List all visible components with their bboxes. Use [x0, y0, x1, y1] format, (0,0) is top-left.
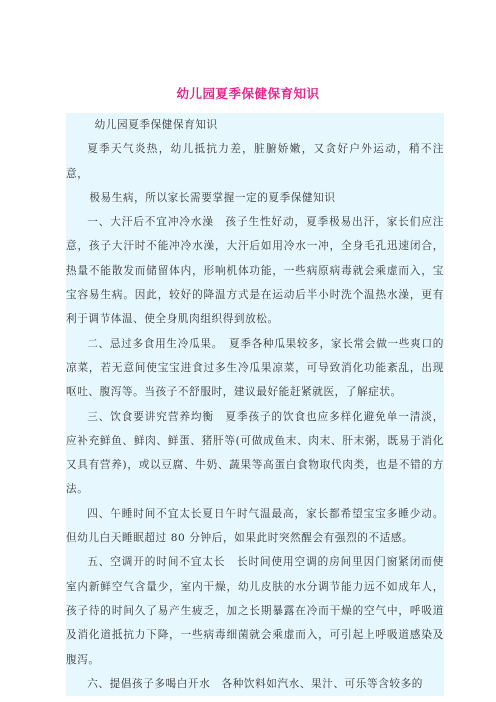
document-body — [66, 113, 444, 696]
paragraph-item-5: 五、空调开的时间不宜太长 长时间使用空调的房间里因门窗紧闭而使室内新鲜空气含量少，室内干燥，幼儿皮肤的水分调节能力远不如成年人，孩子待的时间久了易产生疲乏，加之长期暴露在冷而干燥的空气中，呼吸道及消化道抵抗力下降，一些病毒细菌就会乘虚而入，可引起上呼吸道感染及腹泻。 — [66, 556, 444, 666]
paragraph-intro-cont: 极易生病，所以家长需要掌握一定的夏季保健知识 — [89, 191, 336, 204]
paragraph-intro: 夏季天气炎热，幼儿抵抗力差，脏腑娇嫩，又贪好户外运动，稍不注意， — [66, 143, 444, 180]
paragraph-subtitle: 幼儿园夏季保健保育知识 — [94, 119, 218, 131]
document-title: 幼儿园夏季保健保育知识 — [176, 86, 320, 101]
paragraph-item-3: 三、饮食要讲究营养均衡 夏季孩子的饮食也应多样化避免单一清淡，应补充鲜鱼、鲜肉、鲜蛋、猪肝等(可做成鱼末、肉末、肝末粥，既易于消化又具有营养)，或以豆腐、牛奶、蔬果等高蛋白食物取代肉类，也是不错的方法。 — [66, 410, 444, 496]
paragraph-item-4: 四、午睡时间不宜太长夏日午时气温最高，家长都希望宝宝多睡少动。但幼儿白天睡眠超过 80 分钟后，如果此时突然醒会有强烈的不适感。 — [66, 507, 444, 545]
paragraph-item-2: 二、忌过多食用生冷瓜果。 夏季各种瓜果较多，家长常会做一些爽口的凉菜，若无意间使宝宝进食过多生冷瓜果凉菜，可导致消化功能紊乱，出现呕吐、腹泻等。当孩子不舒服时，建议最好能赶紧就医，了解症状。 — [66, 337, 444, 399]
paragraph-item-6: 六、提倡孩子多喝白开水 各种饮料如汽水、果汁、可乐等含较多的 — [87, 677, 423, 690]
paragraph-item-1: 一、大汗后不宜冲冷水澡 孩子生性好动，夏季极易出汗，家长们应注意，孩子大汗时不能冲冷水澡，大汗后如用冷水一冲，全身毛孔迅速闭合，热量不能散发而储留体内，形响机体功能，一些病原病毒就会乘虚而入，宝宝容易生病。因此，较好的降温方式是在运动后半小时洗个温热水澡，更有利于调节体温、使全身肌肉组织得到放松。 — [66, 216, 444, 326]
